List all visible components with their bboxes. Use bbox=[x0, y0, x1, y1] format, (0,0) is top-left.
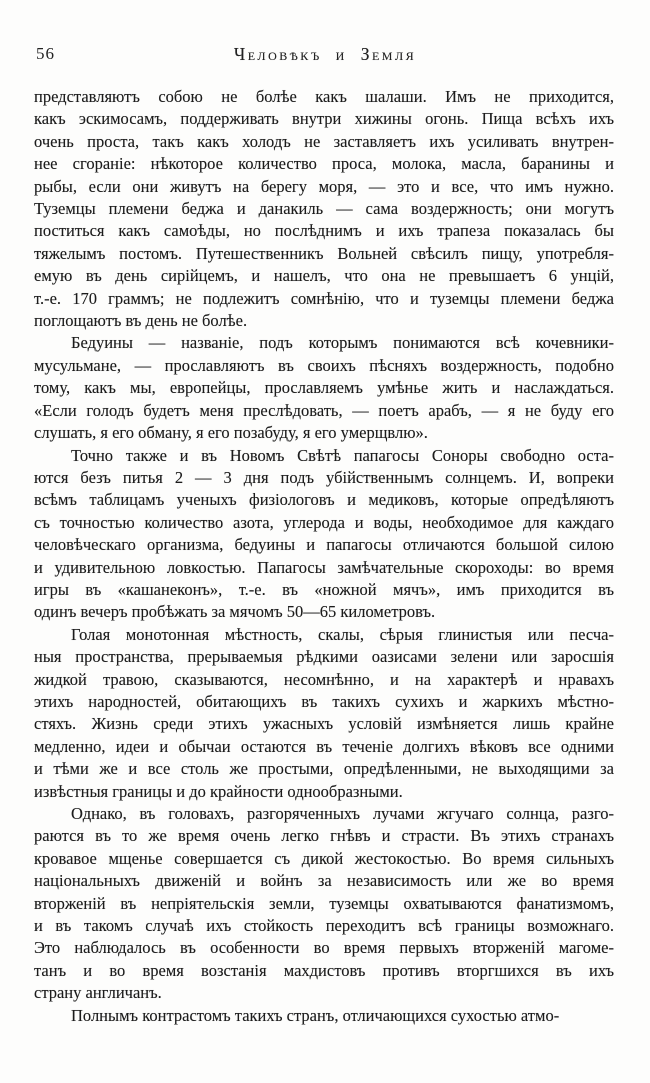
running-title: Человѣкъ и Земля bbox=[233, 44, 417, 64]
text-line: Точно также и въ Новомъ Свѣтѣ папагосы Соноры свободно оста- bbox=[71, 445, 614, 465]
text-line: игры въ «кашанеконъ», т.-е. въ «ножной мячъ», имъ приходится въ bbox=[34, 579, 614, 599]
text-line: какъ эскимосамъ, поддерживать внутри хижины огонь. Пища всѣхъ ихъ bbox=[34, 109, 614, 129]
text-line: медленно, идеи и обычаи остаются въ теченіе долгихъ вѣковъ все одними bbox=[34, 736, 614, 756]
text-line: Полнымъ контрастомъ такихъ странъ, отличающихся сухостью атмо- bbox=[71, 1005, 560, 1025]
text-line: тому, какъ мы, европейцы, прославляемъ умѣнье жить и наслаждаться. bbox=[34, 378, 614, 398]
paragraph bbox=[34, 1005, 614, 1027]
text-line: жидкой травою, сказываются, несомнѣнно, и на характерѣ и нравахъ bbox=[34, 669, 614, 689]
text-line: тяжелымъ постомъ. Путешественникъ Вольней свѣсилъ пищу, употребля- bbox=[34, 243, 614, 263]
text-line: нее сгораніе: нѣкоторое количество проса, молока, масла, баранины и bbox=[34, 154, 614, 174]
text-line: вторженій въ непріятельскія земли, туземцы охватываются фанатизмомъ, bbox=[34, 893, 614, 913]
text-line: человѣческаго организма, бедуины и папагосы отличаются большой силою bbox=[34, 535, 614, 555]
text-line: національныхъ движеній и войнъ за независимость или же во время bbox=[34, 871, 614, 891]
text-line: и удивительною ловкостью. Папагосы замѣчательные скороходы: во время bbox=[34, 557, 614, 577]
text-line: одинъ вечеръ пробѣжать за мячомъ 50—65 километровъ. bbox=[34, 602, 436, 622]
text-line: рыбы, если они живутъ на берегу моря, — это и все, что имъ нужно. bbox=[34, 176, 614, 196]
text-line: ныя пространства, прерываемыя рѣдкими оазисами зелени или заросшія bbox=[34, 647, 614, 667]
text-line: представляютъ собою не болѣе какъ шалаши. Имъ не приходится, bbox=[34, 87, 614, 106]
text-line: т.-е. 170 граммъ; не подлежитъ сомнѣнію, что и туземцы племени беджа bbox=[34, 288, 614, 308]
text-line: ются безъ питья 2 — 3 дня подъ убійственнымъ солнцемъ. И, вопреки bbox=[34, 467, 614, 487]
paragraph bbox=[34, 445, 614, 624]
text-line: емую въ день сирійцемъ, и нашелъ, что она не превышаетъ 6 унцій, bbox=[34, 266, 614, 286]
text-line: и въ такомъ случаѣ ихъ стойкость переходитъ всѣ границы возможнаго. bbox=[34, 916, 614, 936]
text-line: Бедуины — названіе, подъ которымъ понимаются всѣ кочевники- bbox=[71, 333, 614, 353]
text-line: всѣмъ таблицамъ ученыхъ физіологовъ и медиковъ, которые опредѣляютъ bbox=[34, 490, 614, 510]
text-line: кровавое мщенье совершается съ дикой жестокостью. Во время сильныхъ bbox=[34, 848, 614, 868]
text-line: очень проста, такъ какъ холодъ не заставляетъ ихъ усиливать внутрен- bbox=[34, 131, 614, 151]
paragraph bbox=[34, 803, 614, 1005]
paragraph bbox=[34, 624, 614, 803]
text-line: раются въ то же время очень легко гнѣвъ и страсти. Въ этихъ странахъ bbox=[34, 826, 614, 846]
text-line: страну англичанъ. bbox=[34, 983, 162, 1003]
paragraph bbox=[34, 86, 614, 332]
text-line: мусульмане, — прославляютъ въ своихъ пѣсняхъ воздержность, подобно bbox=[34, 355, 614, 375]
text-line: Голая монотонная мѣстность, скалы, сѣрыя глинистыя или песча- bbox=[71, 624, 614, 644]
text-line: поглощаютъ въ день не болѣе. bbox=[34, 311, 248, 331]
text-line: съ точностью количество азота, углерода и воды, необходимое для каждаго bbox=[34, 512, 614, 532]
text-block bbox=[34, 86, 614, 1027]
text-line: Однако, въ головахъ, разгоряченныхъ лучами жгучаго солнца, разго- bbox=[71, 804, 614, 823]
text-line: Туземцы племени беджа и данакиль — сама воздержность; они могутъ bbox=[34, 199, 614, 219]
text-line: «Если голодъ будетъ меня преслѣдовать, — поетъ арабъ, — я не буду его bbox=[34, 400, 614, 420]
text-line: слушать, я его обману, я его позабуду, я его умерщвлю». bbox=[34, 423, 428, 443]
text-line: этихъ народностей, обитающихъ въ такихъ сухихъ и жаркихъ мѣстно- bbox=[34, 691, 614, 711]
page-header bbox=[34, 44, 616, 66]
text-line: стяхъ. Жизнь среди этихъ ужасныхъ условій измѣняется лишь крайне bbox=[34, 714, 614, 734]
paragraph bbox=[34, 332, 614, 444]
text-line: поститься какъ самоѣды, но послѣднимъ и ихъ трапеза показалась бы bbox=[34, 221, 614, 241]
text-line: танъ и во время возстанія махдистовъ противъ вторгшихся въ ихъ bbox=[34, 960, 614, 980]
page-number: 56 bbox=[36, 44, 55, 63]
text-line: Это наблюдалось въ особенности во время первыхъ вторженій магоме- bbox=[34, 938, 614, 958]
text-line: и тѣми же и все столь же простыми, опредѣленными, не выходящими за bbox=[34, 759, 614, 779]
text-line: извѣстныя границы и до крайности однообразными. bbox=[34, 781, 403, 801]
